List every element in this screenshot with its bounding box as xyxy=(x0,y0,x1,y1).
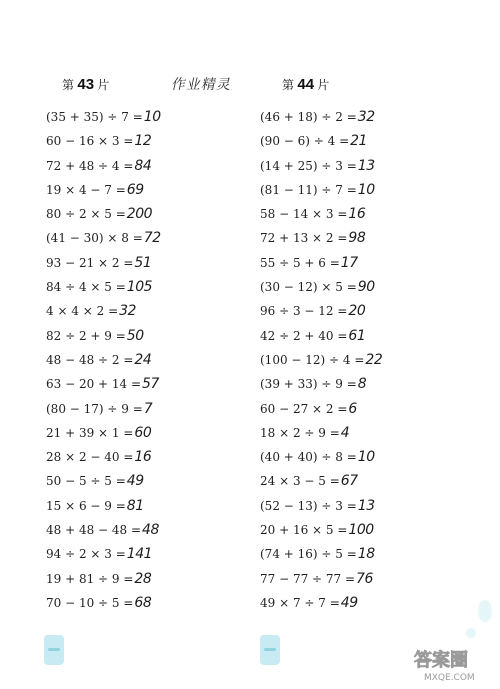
right-exercise-column xyxy=(260,105,382,615)
exercise-row xyxy=(260,129,382,153)
exercise-question: 84 ÷ 4 × 5 = xyxy=(46,280,126,295)
handwritten-answer: 105 xyxy=(126,279,153,296)
decorative-bubble xyxy=(478,600,492,622)
handwritten-answer: 98 xyxy=(348,230,366,247)
handwritten-answer: 84 xyxy=(134,157,152,174)
handwritten-answer: 67 xyxy=(340,473,358,490)
handwritten-answer: 57 xyxy=(142,376,159,393)
exercise-question: 93 − 21 × 2 = xyxy=(46,255,134,270)
exercise-row xyxy=(260,469,382,493)
handwritten-answer: 10 xyxy=(357,449,375,466)
exercise-question: 58 − 14 × 3 = xyxy=(260,207,348,222)
page-label-right xyxy=(282,76,329,93)
handwritten-answer: 10 xyxy=(143,109,161,125)
exercise-row xyxy=(260,372,382,396)
exercise-question: 19 × 4 − 7 = xyxy=(46,182,126,197)
exercise-row xyxy=(260,348,382,372)
exercise-row xyxy=(260,154,382,178)
handwritten-answer: 16 xyxy=(348,206,366,223)
footer-tag-left xyxy=(44,635,64,665)
exercise-question: 4 × 4 × 2 = xyxy=(46,304,119,319)
handwritten-answer: 141 xyxy=(126,546,153,563)
exercise-row xyxy=(260,542,382,566)
watermark-text-sub: MXQE.COM xyxy=(424,673,475,683)
handwritten-answer: 61 xyxy=(348,327,366,344)
exercise-row xyxy=(46,105,161,129)
handwritten-answer: 7 xyxy=(143,400,153,417)
exercise-row xyxy=(260,421,382,445)
exercise-question: 80 ÷ 2 × 5 = xyxy=(46,207,126,222)
handwritten-answer: 16 xyxy=(134,449,152,466)
exercise-question: 94 ÷ 2 × 3 = xyxy=(46,547,126,562)
exercise-row xyxy=(260,397,382,421)
watermark-logo xyxy=(412,644,496,684)
exercise-row xyxy=(46,397,161,421)
handwritten-answer: 8 xyxy=(357,376,367,393)
label-suffix: 片 xyxy=(97,78,110,92)
exercise-question: (52 − 13) ÷ 3 = xyxy=(260,498,357,513)
exercise-row xyxy=(260,251,382,275)
exercise-question: 20 + 16 × 5 = xyxy=(260,523,348,538)
handwritten-answer: 17 xyxy=(340,254,358,271)
exercise-question: 18 × 2 ÷ 9 = xyxy=(260,425,340,440)
exercise-row xyxy=(260,567,382,591)
exercise-question: (90 − 6) ÷ 4 = xyxy=(260,134,350,149)
exercise-question: (35 + 35) ÷ 7 = xyxy=(46,110,143,124)
decorative-bubble xyxy=(466,628,476,638)
handwritten-answer: 4 xyxy=(340,424,350,441)
label-prefix: 第 xyxy=(62,78,75,92)
exercise-question: 60 − 27 × 2 = xyxy=(260,401,348,416)
label-suffix: 片 xyxy=(317,78,330,92)
exercise-question: 63 − 20 + 14 = xyxy=(46,377,142,392)
exercise-question: 55 ÷ 5 + 6 = xyxy=(260,255,340,270)
exercise-question: (41 − 30) × 8 = xyxy=(46,231,143,246)
exercise-question: 77 − 77 ÷ 77 = xyxy=(260,571,356,586)
exercise-question: (40 + 40) ÷ 8 = xyxy=(260,450,357,465)
handwritten-answer: 49 xyxy=(340,594,358,611)
handwritten-answer: 22 xyxy=(365,351,383,368)
exercise-row xyxy=(260,105,382,129)
exercise-row xyxy=(46,251,161,275)
exercise-question: (80 − 17) ÷ 9 = xyxy=(46,401,143,416)
left-exercise-column xyxy=(46,105,161,615)
handwritten-answer: 49 xyxy=(126,473,144,490)
exercise-row xyxy=(46,469,161,493)
handwritten-answer: 72 xyxy=(143,230,161,247)
exercise-row xyxy=(46,542,161,566)
watermark-text-main: 答案圈 xyxy=(414,650,468,671)
exercise-question: 72 + 13 × 2 = xyxy=(260,231,348,246)
handwritten-answer: 50 xyxy=(126,327,144,344)
exercise-question: (46 + 18) ÷ 2 = xyxy=(260,110,357,124)
handwritten-answer: 28 xyxy=(134,570,152,587)
exercise-row xyxy=(260,226,382,250)
exercise-question: 49 × 7 ÷ 7 = xyxy=(260,595,340,610)
exercise-row xyxy=(46,445,161,469)
label-number: 43 xyxy=(77,76,95,93)
handwritten-answer: 60 xyxy=(134,424,152,441)
exercise-row xyxy=(46,154,161,178)
handwritten-answer: 81 xyxy=(126,497,144,514)
exercise-question: 19 + 81 ÷ 9 = xyxy=(46,571,134,586)
exercise-row xyxy=(46,421,161,445)
handwritten-answer: 200 xyxy=(126,206,153,223)
exercise-question: 48 − 48 ÷ 2 = xyxy=(46,352,134,367)
handwritten-answer: 24 xyxy=(134,351,152,368)
exercise-question: 28 × 2 − 40 = xyxy=(46,450,134,465)
exercise-question: (14 + 25) ÷ 3 = xyxy=(260,158,357,173)
page-header xyxy=(0,72,500,96)
exercise-question: (100 − 12) ÷ 4 = xyxy=(260,352,365,367)
exercise-row xyxy=(46,129,161,153)
exercise-row xyxy=(46,518,161,542)
exercise-row xyxy=(260,445,382,469)
exercise-row xyxy=(46,275,161,299)
exercise-question: 70 − 10 ÷ 5 = xyxy=(46,595,134,610)
exercise-row xyxy=(46,372,161,396)
exercise-row xyxy=(46,299,161,323)
exercise-question: 21 + 39 × 1 = xyxy=(46,425,134,440)
handwritten-answer: 20 xyxy=(348,303,366,320)
exercise-row xyxy=(46,324,161,348)
exercise-question: 96 ÷ 3 − 12 = xyxy=(260,304,348,319)
handwritten-answer: 100 xyxy=(348,522,374,539)
exercise-row xyxy=(46,226,161,250)
exercise-row xyxy=(260,324,382,348)
handwritten-answer: 51 xyxy=(134,254,152,271)
exercise-question: 72 + 48 ÷ 4 = xyxy=(46,158,134,173)
exercise-row xyxy=(46,567,161,591)
page-label-left xyxy=(62,76,109,93)
exercise-question: (39 + 33) ÷ 9 = xyxy=(260,377,357,392)
handwritten-answer: 12 xyxy=(134,133,152,150)
exercise-question: 82 ÷ 2 + 9 = xyxy=(46,328,126,343)
label-prefix: 第 xyxy=(282,78,295,92)
exercise-row xyxy=(46,348,161,372)
handwritten-answer: 68 xyxy=(134,594,152,611)
handwritten-answer: 90 xyxy=(357,279,375,296)
handwritten-answer: 32 xyxy=(119,303,136,320)
handwritten-answer: 18 xyxy=(357,546,375,563)
exercise-row xyxy=(260,202,382,226)
exercise-question: 15 × 6 − 9 = xyxy=(46,498,126,513)
exercise-question: (81 − 11) ÷ 7 = xyxy=(260,182,357,197)
footer-tag-right xyxy=(260,635,280,665)
handwritten-answer: 10 xyxy=(357,181,375,198)
exercise-row xyxy=(260,494,382,518)
exercise-row xyxy=(260,591,382,615)
exercise-row xyxy=(46,494,161,518)
handwritten-answer: 21 xyxy=(350,133,367,150)
exercise-row xyxy=(260,275,382,299)
handwritten-answer: 32 xyxy=(357,109,375,125)
exercise-row xyxy=(260,299,382,323)
watermark-graphic xyxy=(412,644,496,684)
exercise-row xyxy=(260,178,382,202)
handwritten-stamp: 作业精灵 xyxy=(170,77,234,93)
exercise-question: 42 ÷ 2 + 40 = xyxy=(260,328,348,343)
exercise-row xyxy=(260,518,382,542)
handwritten-answer: 48 xyxy=(142,522,159,539)
exercise-question: 50 − 5 ÷ 5 = xyxy=(46,474,126,489)
handwritten-answer: 13 xyxy=(357,497,375,514)
exercise-question: 24 × 3 − 5 = xyxy=(260,474,340,489)
exercise-row xyxy=(46,591,161,615)
label-number: 44 xyxy=(297,76,315,93)
exercise-question: (74 + 16) ÷ 5 = xyxy=(260,547,357,562)
handwritten-answer: 6 xyxy=(348,400,357,417)
handwritten-answer: 69 xyxy=(126,181,144,198)
exercise-question: (30 − 12) × 5 = xyxy=(260,280,357,295)
exercise-question: 60 − 16 × 3 = xyxy=(46,134,134,149)
handwritten-answer: 76 xyxy=(356,570,373,587)
handwritten-answer: 13 xyxy=(357,157,375,174)
exercise-row xyxy=(46,178,161,202)
exercise-row xyxy=(46,202,161,226)
exercise-question: 48 + 48 − 48 = xyxy=(46,523,142,538)
